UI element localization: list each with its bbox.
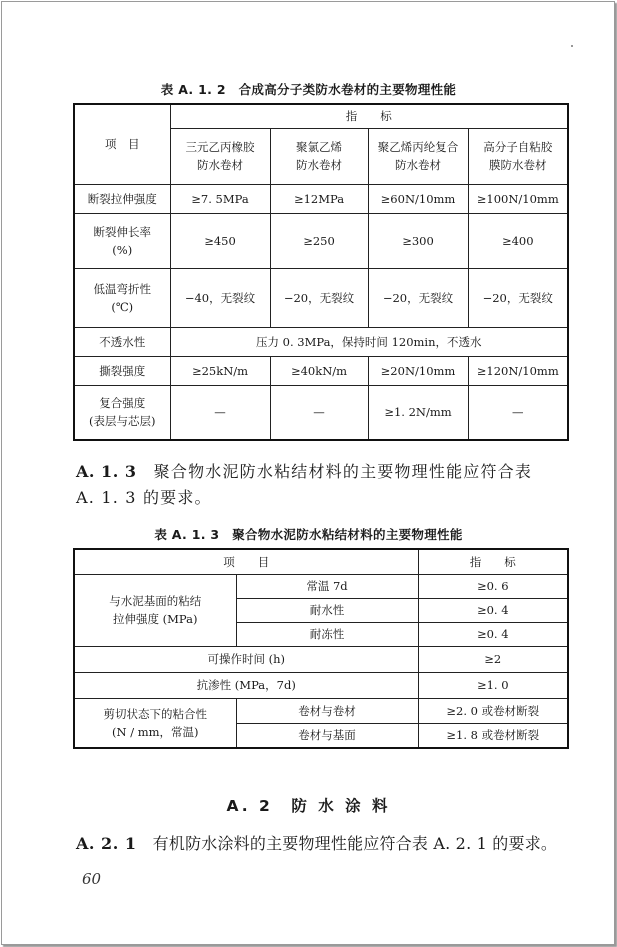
table-row <box>74 184 568 213</box>
table-row <box>74 356 568 385</box>
header-pvc: 聚氯乙烯 防水卷材 <box>270 128 368 184</box>
cell: — <box>170 385 270 440</box>
cell: ≥0. 4 <box>418 598 568 622</box>
cell: ≥1. 0 <box>418 672 568 698</box>
cell: ≥20N/10mm <box>368 356 468 385</box>
cell: ≥0. 6 <box>418 574 568 598</box>
cell: ≥450 <box>170 213 270 268</box>
cell: ≥60N/10mm <box>368 184 468 213</box>
cell: ≥250 <box>270 213 368 268</box>
page-number: 60 <box>82 870 102 888</box>
header-item: 项 目 <box>74 104 170 184</box>
header-index: 指 标 <box>418 549 568 574</box>
paragraph-a-1-3: A. 1. 3 聚合物水泥防水粘结材料的主要物理性能应符合表 A. 1. 3 的要求。 <box>76 462 533 507</box>
cell: ≥120N/10mm <box>468 356 568 385</box>
table-row <box>74 327 568 356</box>
cell: ≥2. 0 或卷材断裂 <box>418 698 568 723</box>
cell: −40，无裂纹 <box>170 268 270 327</box>
cell: −20，无裂纹 <box>468 268 568 327</box>
header-item: 项 目 <box>74 549 418 574</box>
paragraph-a-2-1: A. 2. 1 有机防水涂料的主要物理性能应符合表 A. 2. 1 的要求。 <box>76 834 558 853</box>
cell: 常温 7d <box>236 574 418 598</box>
cell: ≥2 <box>418 646 568 672</box>
row-label: 断裂拉伸强度 <box>74 184 170 213</box>
cell: ≥12MPa <box>270 184 368 213</box>
cell: 卷材与基面 <box>236 723 418 748</box>
table-polymer-cement-adhesive <box>73 548 569 749</box>
header-epdm: 三元乙丙橡胶 防水卷材 <box>170 128 270 184</box>
cell: ≥300 <box>368 213 468 268</box>
row-label: 抗渗性 (MPa，7d) <box>74 672 418 698</box>
cell: ≥1. 2N/mm <box>368 385 468 440</box>
row-label: 撕裂强度 <box>74 356 170 385</box>
row-label: 不透水性 <box>74 327 170 356</box>
speck <box>571 45 573 47</box>
clause-number: A. 1. 3 <box>76 462 137 481</box>
header-pe-polypropylene: 聚乙烯丙纶复合 防水卷材 <box>368 128 468 184</box>
cell: ≥40kN/m <box>270 356 368 385</box>
cell: ≥7. 5MPa <box>170 184 270 213</box>
clause-number: A. 2. 1 <box>76 834 137 853</box>
table-row <box>74 213 568 268</box>
row-label: 低温弯折性 (℃) <box>74 268 170 327</box>
table-row <box>74 672 568 698</box>
table-caption: 表 A. 1. 2 合成高分子类防水卷材的主要物理性能 <box>160 82 457 97</box>
cell: ≥400 <box>468 213 568 268</box>
cell: 耐冻性 <box>236 622 418 646</box>
table-row <box>74 646 568 672</box>
section-heading: A. 2 防 水 涂 料 <box>226 797 391 815</box>
row-group-label: 剪切状态下的粘合性 (N / mm，常温) <box>74 698 236 748</box>
cell: 耐水性 <box>236 598 418 622</box>
cell: ≥25kN/m <box>170 356 270 385</box>
header-self-adhesive: 高分子自粘胶 膜防水卷材 <box>468 128 568 184</box>
cell: ≥1. 8 或卷材断裂 <box>418 723 568 748</box>
cell-merged: 压力 0. 3MPa，保持时间 120min，不透水 <box>170 327 568 356</box>
cell: 卷材与卷材 <box>236 698 418 723</box>
row-label: 断裂伸长率 (%) <box>74 213 170 268</box>
table-row <box>74 574 568 598</box>
row-label: 可操作时间 (h) <box>74 646 418 672</box>
cell: −20，无裂纹 <box>270 268 368 327</box>
cell: — <box>270 385 368 440</box>
cell: ≥100N/10mm <box>468 184 568 213</box>
cell: −20，无裂纹 <box>368 268 468 327</box>
cell: — <box>468 385 568 440</box>
row-label: 复合强度 (表层与芯层) <box>74 385 170 440</box>
table-caption: 表 A. 1. 3 聚合物水泥防水粘结材料的主要物理性能 <box>154 527 463 542</box>
table-synthetic-membranes <box>73 103 569 441</box>
header-index: 指 标 <box>170 104 568 128</box>
row-group-label: 与水泥基面的粘结 拉伸强度 (MPa) <box>74 574 236 646</box>
table-row <box>74 268 568 327</box>
table-row <box>74 385 568 440</box>
table-row <box>74 698 568 723</box>
cell: ≥0. 4 <box>418 622 568 646</box>
